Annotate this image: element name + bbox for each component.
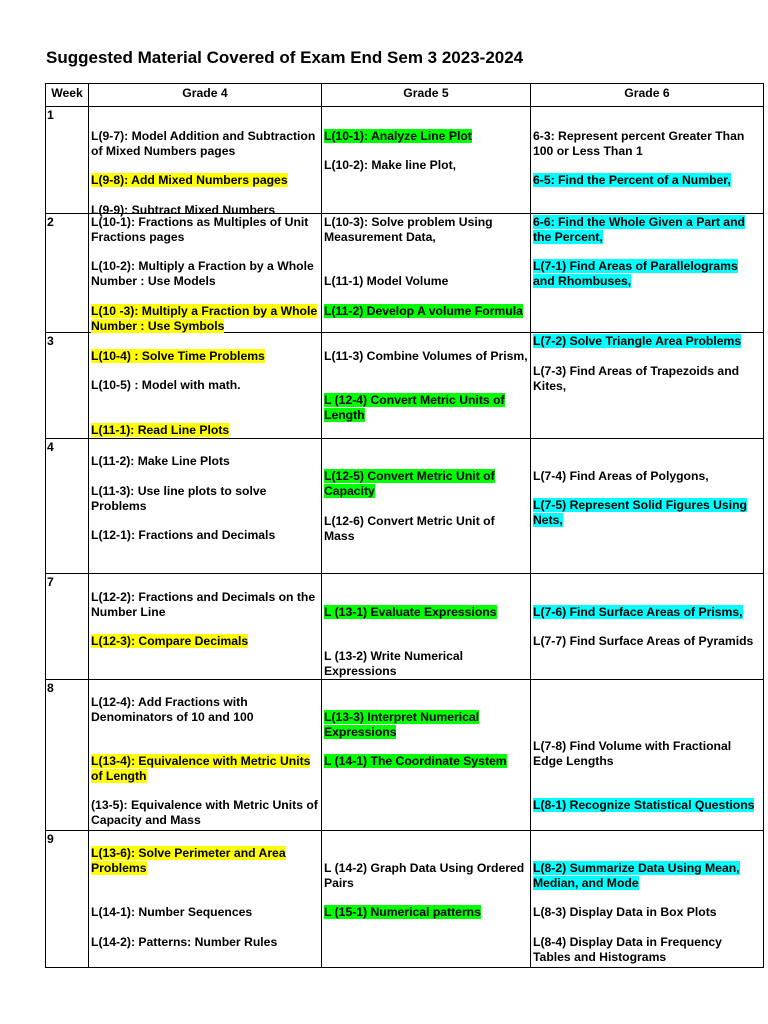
table-row [46, 680, 764, 831]
grade-6-cell [531, 439, 764, 574]
lesson-item: L(10-5) : Model with math. [91, 378, 241, 392]
table-row [46, 439, 764, 574]
lesson-item: L(14-2): Patterns: Number Rules [91, 935, 278, 949]
week-cell: 3 [46, 333, 89, 439]
lesson-item: L(9-9): Subtract Mixed Numbers [91, 203, 276, 217]
lesson-item: L(7-5) Represent Solid Figures Using Nets, [533, 498, 747, 527]
page-title: Suggested Material Covered of Exam End Sem 3 2023-2024 [46, 48, 524, 67]
lesson-item: (13-5): Equivalence with Metric Units of Capacity and Mass [91, 798, 318, 827]
table-row [46, 831, 764, 968]
grade-5-cell [322, 214, 531, 333]
table-body [46, 107, 764, 968]
grade-5-cell [322, 333, 531, 439]
schedule-table [45, 83, 764, 968]
lesson-item: L(7-7) Find Surface Areas of Pyramids [533, 634, 754, 648]
lesson-item: L (14-1) The Coordinate System [324, 754, 507, 768]
week-cell: 4 [46, 439, 89, 574]
lesson-item: L (14-2) Graph Data Using Ordered Pairs [324, 861, 525, 890]
lesson-item: L(12-3): Compare Decimals [91, 634, 249, 648]
grade-5-cell [322, 831, 531, 968]
table-row [46, 214, 764, 333]
lesson-item: 6-5: Find the Percent of a Number, [533, 173, 731, 187]
lesson-item: L(12-6) Convert Metric Unit of Mass [324, 514, 495, 543]
lesson-item: L(10 -3): Multiply a Fraction by a Whole Number : Use Symbols [91, 304, 318, 333]
header-week: Week [46, 84, 89, 107]
grade-4-cell [89, 439, 322, 574]
lesson-item: L(10-4) : Solve Time Problems [91, 349, 265, 363]
lesson-item: L(7-1) Find Areas of Parallelograms and Rhombuses, [533, 259, 738, 288]
header-grade-4: Grade 4 [89, 84, 322, 107]
grade-4-cell [89, 574, 322, 680]
grade-4-cell [89, 831, 322, 968]
lesson-item: L(12-2): Fractions and Decimals on the Number Line [91, 590, 316, 619]
grade-6-cell [531, 333, 764, 439]
lesson-item: L(12-1): Fractions and Decimals [91, 528, 276, 542]
header-row [46, 84, 764, 107]
lesson-item: L(9-8): Add Mixed Numbers pages [91, 173, 288, 187]
grade-6-cell [531, 574, 764, 680]
lesson-item: L(7-2) Solve Triangle Area Problems [533, 334, 742, 348]
lesson-item: L(11-3): Use line plots to solve Problems [91, 484, 267, 513]
lesson-item: L(10-2): Make line Plot, [324, 158, 457, 172]
lesson-item: L(10-1): Analyze Line Plot [324, 129, 472, 143]
lesson-item: L(7-3) Find Areas of Trapezoids and Kites, [533, 364, 740, 393]
grade-6-cell [531, 680, 764, 831]
lesson-item: L(12-4): Add Fractions with Denominators of 10 and 100 [91, 695, 254, 724]
header-grade-5: Grade 5 [322, 84, 531, 107]
lesson-item: L(8-4) Display Data in Frequency Tables and Histograms [533, 935, 722, 964]
week-cell: 2 [46, 214, 89, 333]
week-cell: 8 [46, 680, 89, 831]
lesson-item: L(11-1) Model Volume [324, 274, 449, 288]
lesson-item: L(11-2): Make Line Plots [91, 454, 230, 468]
lesson-item: L(9-7): Model Addition and Subtraction of Mixed Numbers pages [91, 129, 316, 158]
lesson-item: L(8-3) Display Data in Box Plots [533, 905, 717, 919]
lesson-item: L(10-2): Multiply a Fraction by a Whole Number : Use Models [91, 259, 314, 288]
lesson-item: L(7-4) Find Areas of Polygons, [533, 469, 709, 483]
lesson-item: L(11-1): Read Line Plots [91, 423, 230, 437]
lesson-item: L(11-3) Combine Volumes of Prism, [324, 349, 528, 363]
table-row [46, 574, 764, 680]
lesson-item: 6-6: Find the Whole Given a Part and the Percent, [533, 215, 745, 244]
grade-6-cell [531, 214, 764, 333]
lesson-item: 6-3: Represent percent Greater Than 100 or Less Than 1 [533, 129, 745, 158]
lesson-item: L(13-6): Solve Perimeter and Area Problems [91, 846, 286, 875]
lesson-item: L (15-1) Numerical patterns [324, 905, 481, 919]
lesson-item: L(7-6) Find Surface Areas of Prisms, [533, 605, 743, 619]
lesson-item: L(8-1) Recognize Statistical Questions [533, 798, 755, 812]
week-cell: 7 [46, 574, 89, 680]
table-row [46, 333, 764, 439]
lesson-item: L(10-1): Fractions as Multiples of Unit Fractions pages [91, 215, 309, 244]
header-grade-6: Grade 6 [531, 84, 764, 107]
grade-4-cell [89, 333, 322, 439]
grade-6-cell [531, 107, 764, 214]
grade-5-cell [322, 439, 531, 574]
grade-5-cell [322, 680, 531, 831]
lesson-item: L(13-4): Equivalence with Metric Units of Length [91, 754, 311, 783]
lesson-item: L(12-5) Convert Metric Unit of Capacity [324, 469, 495, 498]
lesson-item: L (13-2) Write Numerical Expressions [324, 649, 464, 678]
lesson-item: L(8-2) Summarize Data Using Mean, Median, and Mode [533, 861, 740, 890]
table-row [46, 107, 764, 214]
week-cell: 1 [46, 107, 89, 214]
grade-5-cell [322, 574, 531, 680]
lesson-item: L(14-1): Number Sequences [91, 905, 253, 919]
grade-6-cell [531, 831, 764, 968]
lesson-item: L(11-2) Develop A volume Formula [324, 304, 523, 318]
lesson-item: L (13-1) Evaluate Expressions [324, 605, 497, 619]
week-cell: 9 [46, 831, 89, 968]
grade-5-cell [322, 107, 531, 214]
grade-4-cell [89, 214, 322, 333]
lesson-item: L(7-8) Find Volume with Fractional Edge Lengths [533, 739, 732, 768]
grade-4-cell [89, 680, 322, 831]
lesson-item: L (12-4) Convert Metric Units of Length [324, 393, 505, 422]
lesson-item: L(13-3) Interpret Numerical Expressions [324, 710, 480, 739]
lesson-item: L(10-3): Solve problem Using Measurement Data, [324, 215, 493, 244]
grade-4-cell [89, 107, 322, 217]
